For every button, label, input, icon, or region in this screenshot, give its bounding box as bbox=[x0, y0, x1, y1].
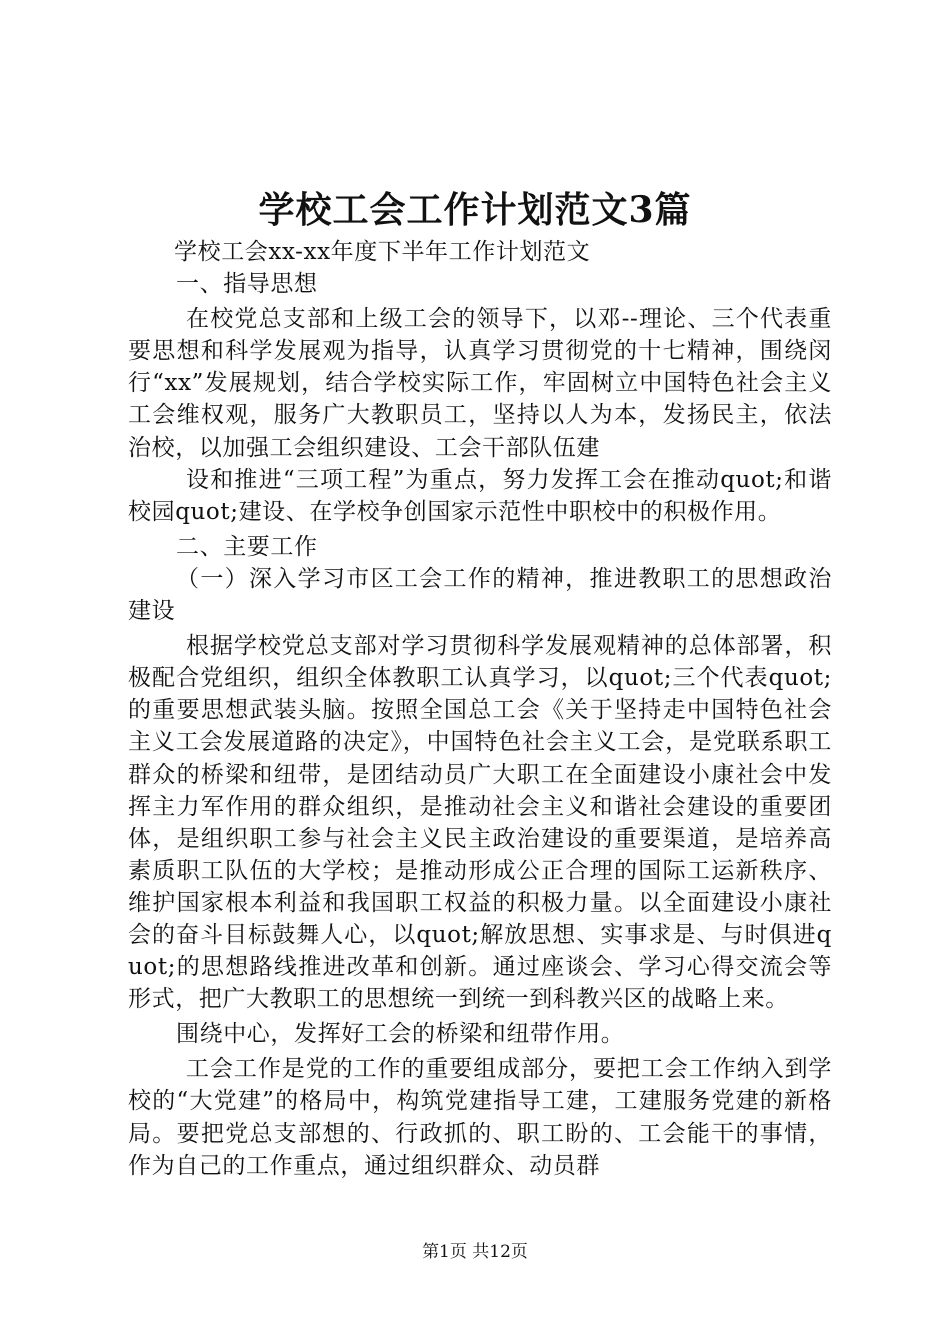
section-heading-guiding-ideology: 一、指导思想 bbox=[176, 271, 318, 298]
section-heading-main-work: 二、主要工作 bbox=[176, 533, 318, 560]
paragraph-party-building: 工会工作是党的工作的重要组成部分，要把工会工作纳入到学校的“大党建”的格局中，构筑党建指导工建，工建服务党建的新格局。要把党总支部想的、行政抓的、职工盼的、工会能干的事情，作为自己的工作重点，通过组织群众、动员群 bbox=[128, 1056, 832, 1179]
document-title: 学校工会工作计划范文3篇 bbox=[258, 189, 692, 231]
paragraph-guiding-ideology-cont: 设和推进“三项工程”为重点，努力发挥工会在推动quot;和谐校园quot;建设、在学校争创国家示范性中职校中的积极作用。 bbox=[128, 466, 832, 525]
paragraph-study: 根据学校党总支部对学习贯彻科学发展观精神的总体部署，积极配合党组织，组织全体教职工认真学习，以quot;三个代表quot;的重要思想武装头脑。按照全国总工会《关于坚持走中国特色社会主义工会发展道路的决定》，中国特色社会主义工会，是党联系职工群众的桥梁和纽带，是团结动员广大职工在全面建设小康社会中发挥主力军作用的群众组织，是推动社会主义和谐社会建设的重要团体，是组织职工参与社会主义民主政治建设的重要渠道，是培养高素质职工队伍的大学校；是推动形成公正合理的国际工运新秩序、维护国家根本利益和我国职工权益的积极力量。以全面建设小康社会的奋斗目标鼓舞人心，以quot;解放思想、实事求是、与时俱进quot;的思想路线推进改革和创新。通过座谈会、学习心得交流会等形式，把广大教职工的思想统一到统一到科教兴区的战略上来。 bbox=[128, 633, 832, 1013]
document-body bbox=[128, 236, 832, 1182]
paragraph-bridge-role: 围绕中心，发挥好工会的桥梁和纽带作用。 bbox=[176, 1021, 625, 1048]
page-number-footer: 第1页 共12页 bbox=[422, 1242, 528, 1262]
document-subtitle: 学校工会xx-xx年度下半年工作计划范文 bbox=[174, 239, 591, 265]
paragraph-guiding-ideology: 在校党总支部和上级工会的领导下，以邓--理论、三个代表重要思想和科学发展观为指导，认真学习贯彻党的十七精神，围绕闵行“xx”发展规划，结合学校实际工作，牢固树立中国特色社会主义工会维权观，服务广大教职员工，坚持以人为本，发扬民主，依法治校，以加强工会组织建设、工会干部队伍建 bbox=[128, 306, 832, 461]
subsection-heading-study: （一）深入学习市区工会工作的精神，推进教职工的思想政治建设 bbox=[128, 565, 832, 625]
